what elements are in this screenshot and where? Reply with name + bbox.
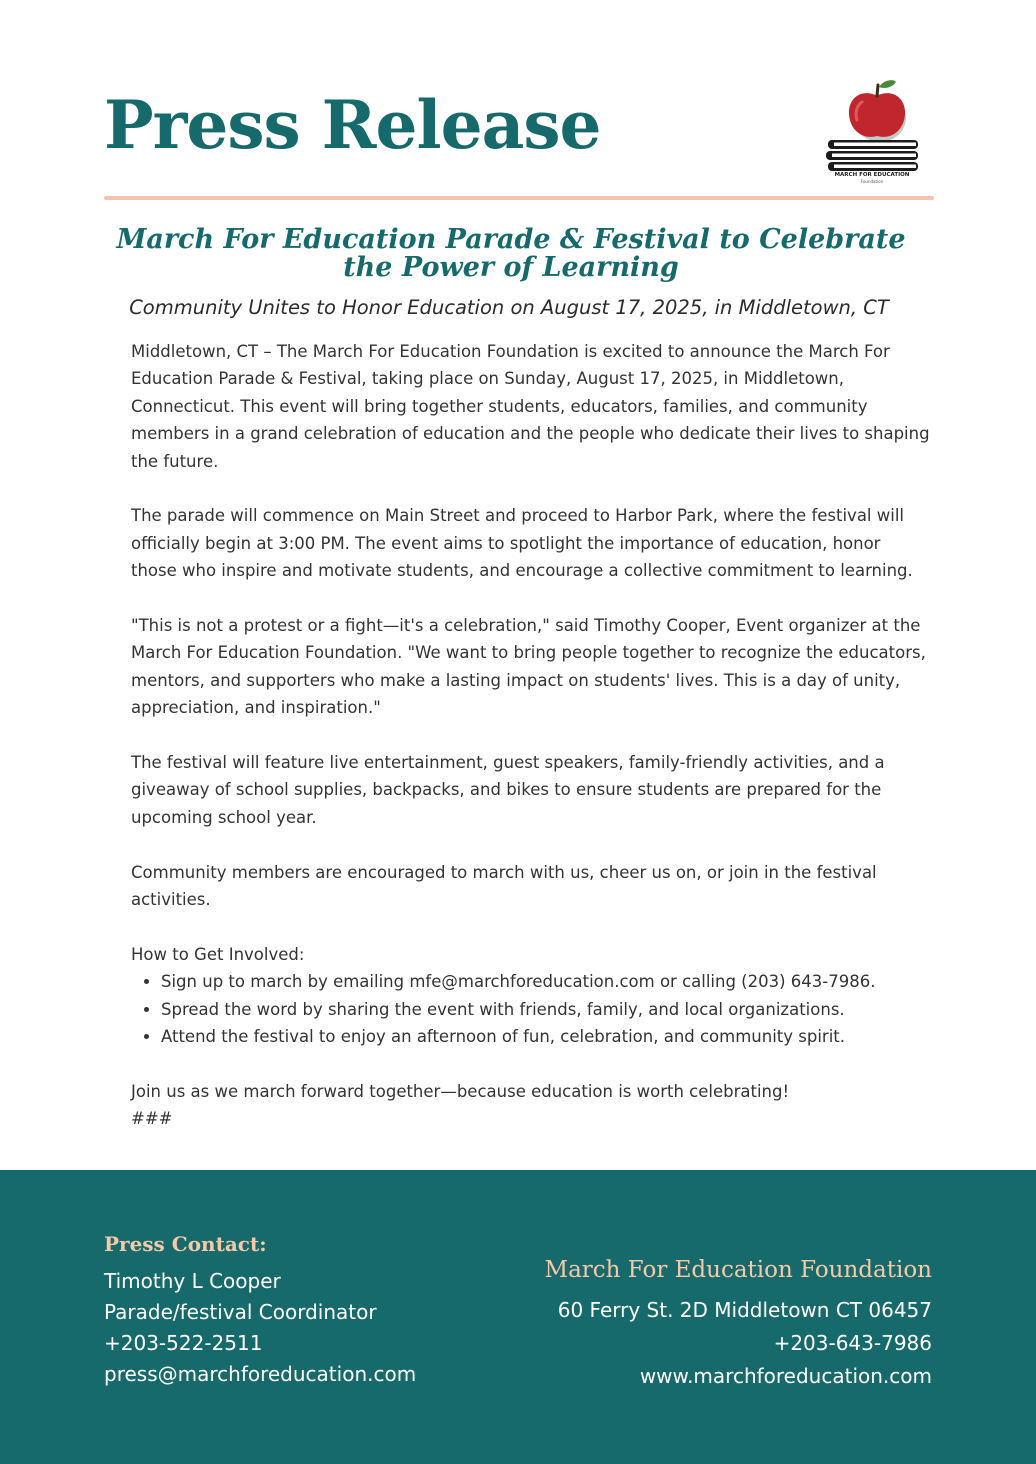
header-divider bbox=[104, 196, 934, 200]
org-phone[interactable]: +203-643-7986 bbox=[773, 1331, 932, 1355]
logo-subtext: Foundation bbox=[860, 179, 884, 184]
press-contact-label: Press Contact: bbox=[104, 1232, 267, 1256]
paragraph-quote: "This is not a protest or a fight—it's a celebration," said Timothy Cooper, Event organizer at the March For Education Foundation. "We want to bring people together to recognize the educators, mentors, and supporters who make a lasting impact on students' lives. This is a day of unity, appreciation, and inspiration." bbox=[131, 616, 926, 718]
org-name: March For Education Foundation bbox=[544, 1257, 932, 1283]
list-item: • Spread the word by sharing the event with friends, family, and local organizations. bbox=[161, 996, 931, 1023]
end-mark: ### bbox=[131, 1109, 173, 1129]
list-item: • Attend the festival to enjoy an afternoon of fun, celebration, and community spirit. bbox=[161, 1023, 931, 1050]
contact-role: Parade/festival Coordinator bbox=[104, 1300, 377, 1324]
apple-books-icon bbox=[822, 76, 922, 186]
paragraph-festival: The festival will feature live entertainment, guest speakers, family-friendly activities, and a giveaway of school supplies, backpacks, and bikes to ensure students are prepared for the upcoming school year. bbox=[131, 753, 885, 827]
subheadline: Community Unites to Honor Education on August 17, 2025, in Middletown, CT bbox=[129, 296, 889, 319]
org-address: 60 Ferry St. 2D Middletown CT 06457 bbox=[557, 1298, 932, 1322]
contact-phone[interactable]: +203-522-2511 bbox=[104, 1331, 263, 1355]
closing-line: Join us as we march forward together—because education is worth celebrating! bbox=[131, 1081, 790, 1101]
involved-heading: How to Get Involved: bbox=[131, 944, 305, 964]
press-body bbox=[131, 338, 931, 1133]
org-website[interactable]: www.marchforeducation.com bbox=[639, 1364, 932, 1388]
list-item: • Sign up to march by emailing mfe@marchforeducation.com or calling (203) 643-7986. bbox=[161, 968, 931, 995]
paragraph-route: The parade will commence on Main Street and proceed to Harbor Park, where the festival will officially begin at 3:00 PM. The event aims to spotlight the importance of education, honor those who inspire and motivate students, and encourage a collective commitment to learning. bbox=[131, 506, 913, 581]
headline: March For Education Parade & Festival to Celebrate the Power of Learning bbox=[116, 224, 906, 283]
foundation-logo bbox=[822, 76, 922, 186]
org-details bbox=[558, 1294, 932, 1393]
involved-list bbox=[131, 968, 931, 1050]
paragraph-announcement: Middletown, CT – The March For Education Foundation is excited to announce the March For Education Parade & Festival, taking place on Sunday, August 17, 2025, in Middletown, Connecticut. This event will bring together students, educators, families, and community members in a grand celebration of education and the people who dedicate their lives to shaping the future. bbox=[131, 342, 930, 471]
press-contact bbox=[104, 1266, 416, 1390]
contact-name: Timothy L Cooper bbox=[104, 1269, 281, 1293]
page-title: Press Release bbox=[104, 86, 601, 164]
logo-text: MARCH FOR EDUCATION bbox=[834, 172, 910, 178]
contact-email[interactable]: press@marchforeducation.com bbox=[104, 1362, 417, 1386]
paragraph-community: Community members are encouraged to march with us, cheer us on, or join in the festival activities. bbox=[131, 862, 877, 910]
